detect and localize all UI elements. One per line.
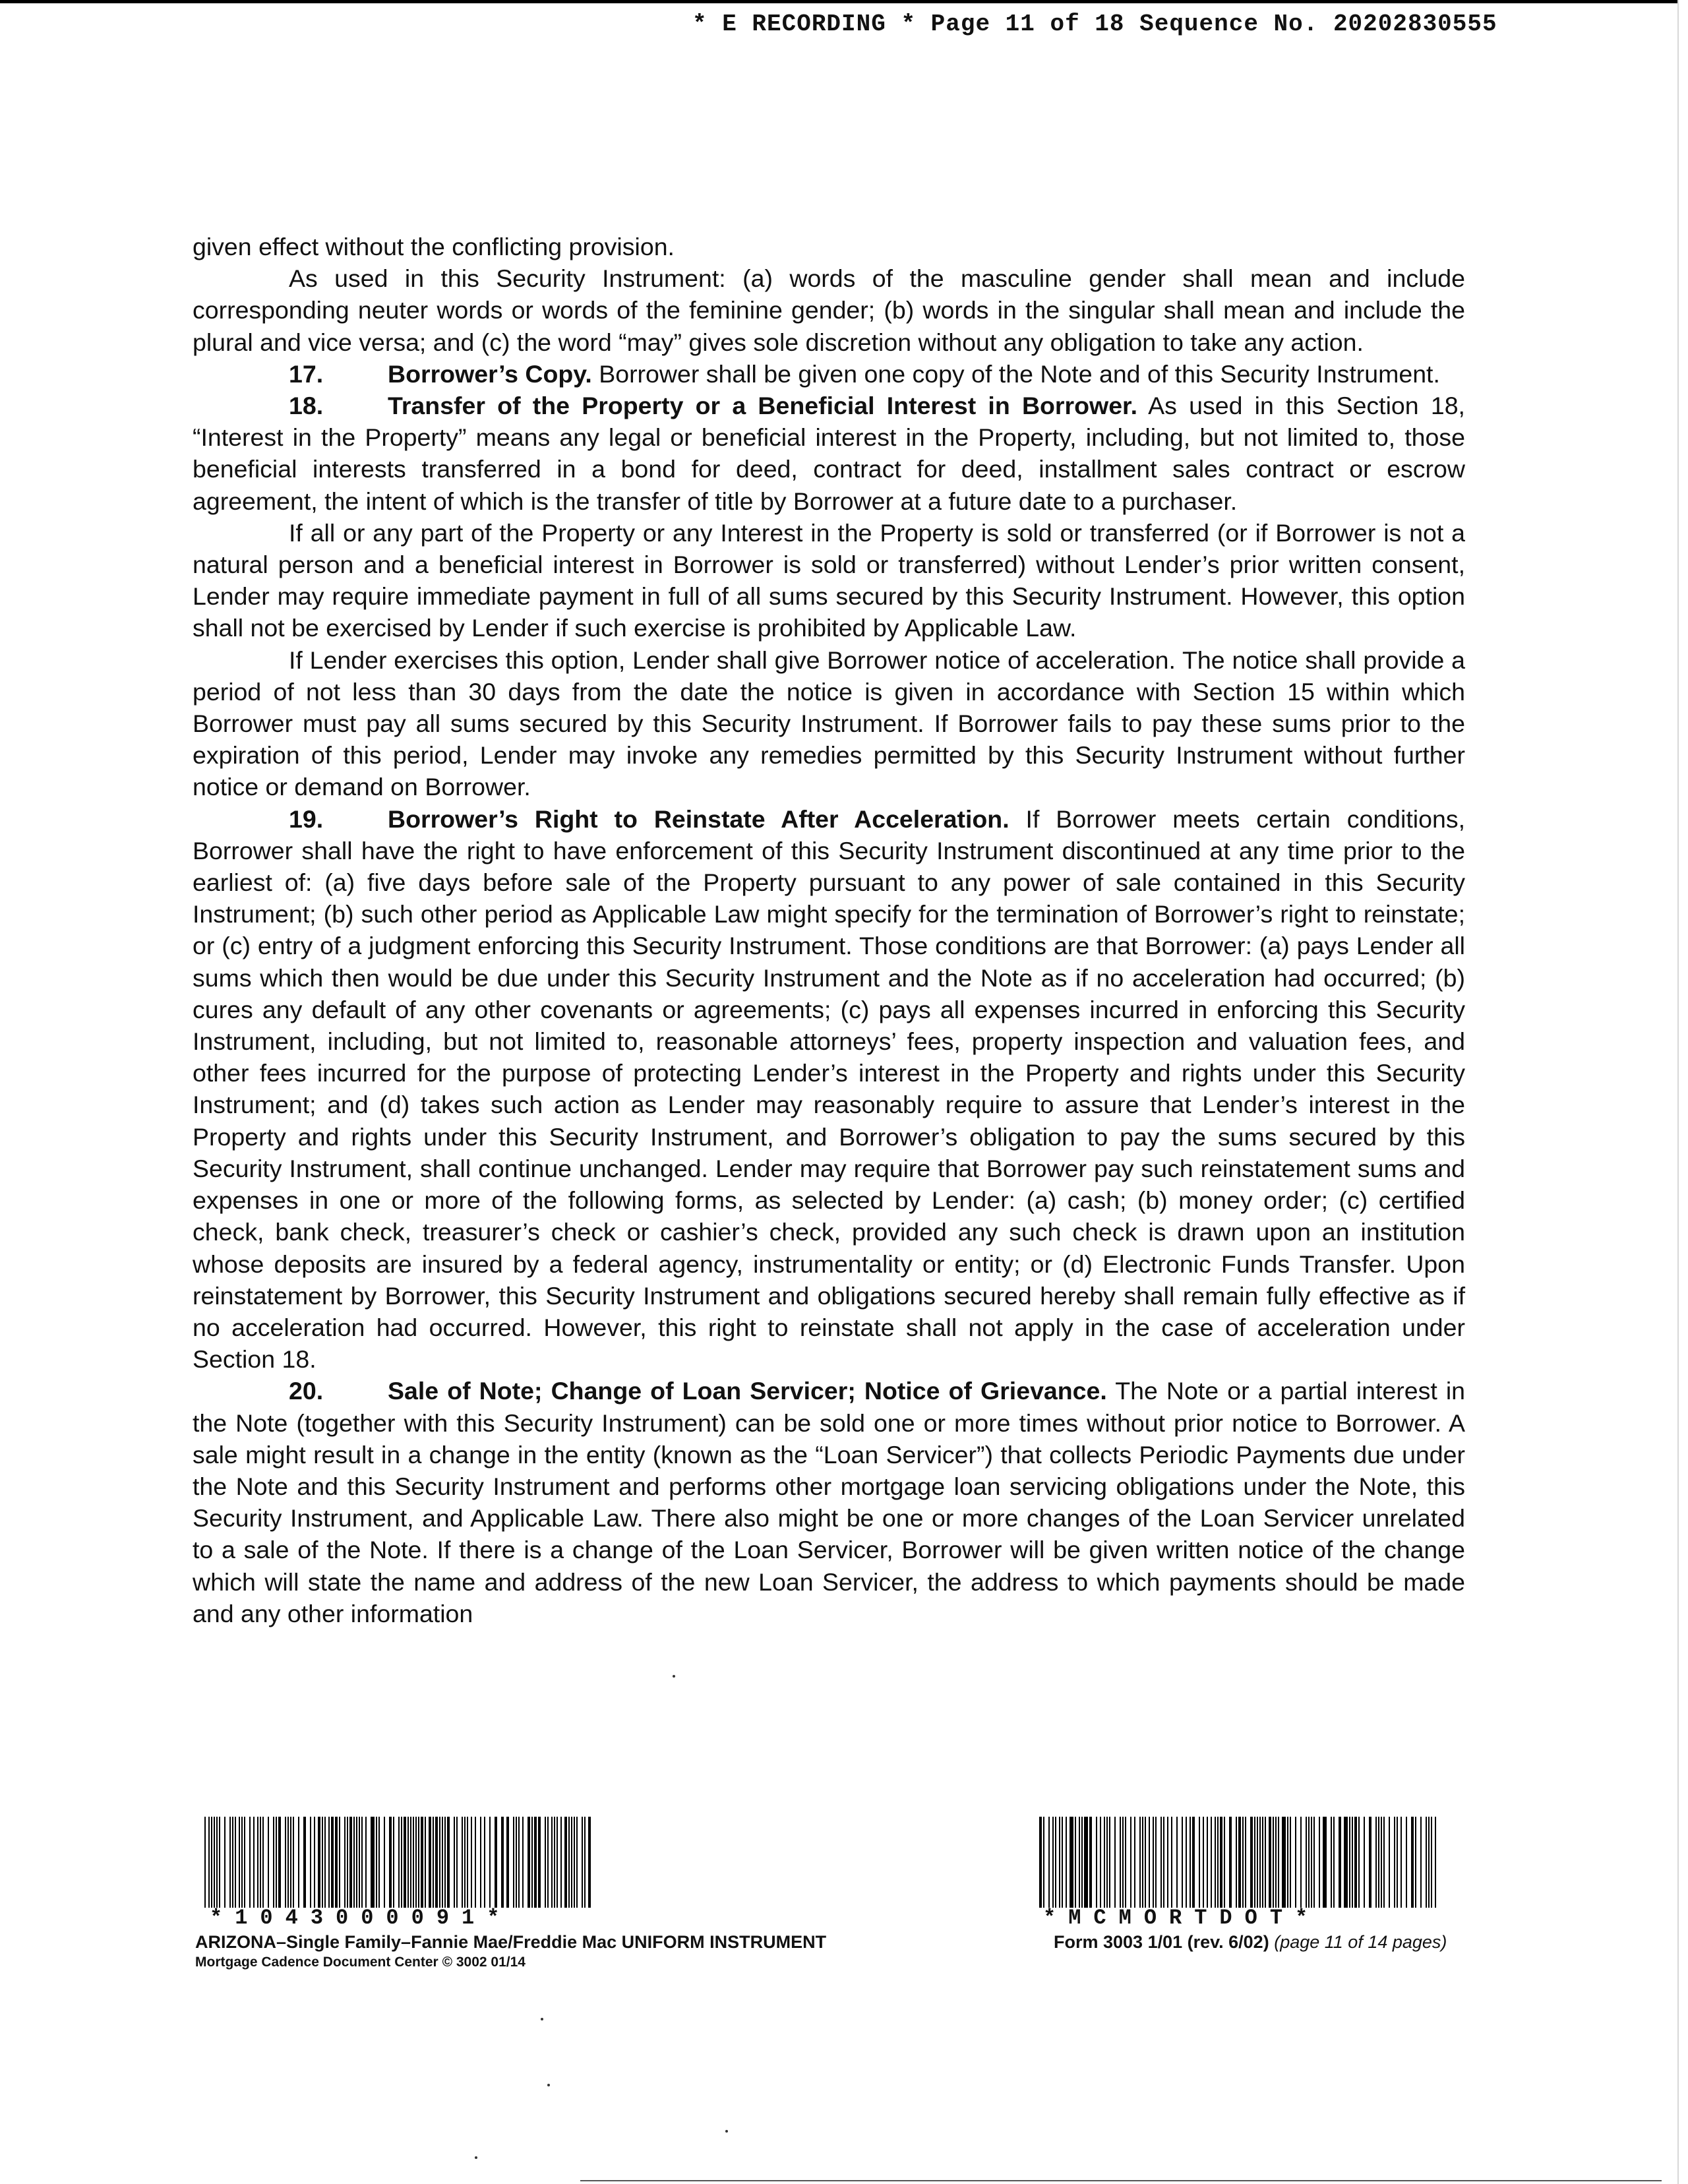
barcode-bar [1381, 1817, 1382, 1908]
barcode-bar [1142, 1817, 1143, 1908]
barcode-bar [1160, 1817, 1162, 1908]
barcode-bar [1217, 1817, 1219, 1908]
barcode-bar [260, 1817, 261, 1908]
barcode-bar [232, 1817, 233, 1908]
barcode-bar [1066, 1817, 1067, 1908]
barcode-bar [1426, 1817, 1427, 1908]
barcode-bar [1199, 1817, 1200, 1908]
section-title: Borrower’s Right to Reinstate After Acceleration. [388, 804, 1010, 833]
barcode-bar [1087, 1817, 1088, 1908]
barcode-bar [489, 1817, 491, 1908]
form-number-text: Form 3003 1/01 (rev. 6/02) [1054, 1932, 1269, 1952]
barcode-bar [1259, 1817, 1261, 1908]
barcode-bar [1122, 1817, 1124, 1908]
barcode-bar [1412, 1817, 1414, 1908]
barcode-bar [1091, 1817, 1092, 1908]
page-info: (page 11 of 14 pages) [1274, 1932, 1447, 1952]
barcode-bar [339, 1817, 340, 1908]
barcode-bar [1275, 1817, 1277, 1908]
barcode-bar [1190, 1817, 1191, 1908]
barcode-bar [1270, 1817, 1271, 1908]
barcode-bar [1186, 1817, 1187, 1908]
barcode-bar [1139, 1817, 1141, 1908]
scan-bottom-line [580, 2180, 1662, 2181]
barcode-bar [1331, 1817, 1332, 1908]
section-17 [193, 358, 1465, 390]
barcode-bar [471, 1817, 472, 1908]
barcode-right [1039, 1817, 1437, 1908]
barcode-bar [568, 1817, 570, 1908]
barcode-bar [566, 1817, 567, 1908]
barcode-bar [1308, 1817, 1310, 1908]
barcode-bar [1420, 1817, 1422, 1908]
barcode-bar [508, 1817, 509, 1908]
barcode-bar [1081, 1817, 1083, 1908]
section-18-para-2: If all or any part of the Property or any Interest in the Property is sold or transferred (or if Borrower is not a natural person and a beneficial interest in Borrower is sold or transferred) without Lender’s prior written consent, Lender may require immediate payment in full of all sums secured by this Security Instrument. However, this option shall not be exercised by Lender if such exercise is prohibited by Applicable Law. [193, 518, 1465, 642]
barcode-bar [516, 1817, 517, 1908]
barcode-bar [545, 1817, 546, 1908]
barcode-bar [1224, 1817, 1225, 1908]
form-number [1054, 1932, 1447, 1953]
barcode-bar [462, 1817, 463, 1908]
barcode-bar [356, 1817, 357, 1908]
barcode-bar [1290, 1817, 1291, 1908]
scan-speck [541, 2018, 543, 2020]
barcode-bar [1352, 1817, 1353, 1908]
barcode-bar [464, 1817, 466, 1908]
barcode-bar [1340, 1817, 1341, 1908]
barcode-bar [1278, 1817, 1279, 1908]
barcode-bar [1378, 1817, 1379, 1908]
barcode-bar [310, 1817, 311, 1908]
section-18 [193, 390, 1465, 517]
barcode-bar [344, 1817, 346, 1908]
scan-speck [725, 2130, 728, 2133]
barcode-bar [448, 1817, 450, 1908]
barcode-bar [1251, 1817, 1253, 1908]
barcode-bar [332, 1817, 334, 1908]
barcode-bar [1428, 1817, 1430, 1908]
barcode-bar [522, 1817, 524, 1908]
barcode-bar [502, 1817, 504, 1908]
barcode-bar [422, 1817, 423, 1908]
section-19 [193, 803, 1465, 1376]
section-title: Borrower’s Copy. [388, 359, 592, 388]
section-20 [193, 1375, 1465, 1629]
barcode-bar [1254, 1817, 1255, 1908]
barcode-bar [547, 1817, 549, 1908]
barcode-bar [401, 1817, 402, 1908]
barcode-bar [560, 1817, 562, 1908]
barcode-bar [336, 1817, 338, 1908]
barcode-bar [1265, 1817, 1266, 1908]
barcode-bar [442, 1817, 443, 1908]
barcode-bar [390, 1817, 392, 1908]
barcode-bar [293, 1817, 294, 1908]
barcode-bar [1313, 1817, 1315, 1908]
barcode-bar [480, 1817, 481, 1908]
barcode-bar [1149, 1817, 1150, 1908]
barcode-bar [204, 1817, 206, 1908]
section-title: Transfer of the Property or a Beneficial Interest in Borrower. [388, 392, 1137, 420]
section-number: 17. [289, 359, 324, 388]
scan-speck [547, 2084, 550, 2086]
barcode-bar [1153, 1817, 1154, 1908]
barcode-bar [298, 1817, 299, 1908]
barcode-bar [1062, 1817, 1063, 1908]
barcode-bar [407, 1817, 409, 1908]
barcode-bar [1052, 1817, 1054, 1908]
barcode-bar [253, 1817, 255, 1908]
section-text: Borrower shall be given one copy of the Note and of this Security Instrument. [599, 359, 1440, 388]
barcode-bar [1300, 1817, 1302, 1908]
barcode-bar [576, 1817, 578, 1908]
para-gender: As used in this Security Instrument: (a) words of the masculine gender shall mean and include corresponding neuter words or words of the feminine gender; (b) words in the singular shall mean and include the plural and vice versa; and (c) the word “may” gives sole discretion without any obligation to take any action. [193, 264, 1465, 356]
section-text: The Note or a partial interest in the Note (together with this Security Instrument) can be sold one or more times without prior notice to Borrower. A sale might result in a change in the entity (known as the “Loan Servicer”) that collects Periodic Payments due under the Note and this Security Instrument and performs other mortgage loan servicing obligations under the Note, this Security Instrument, and Applicable Law. There also might be one or more changes of the Loan Servicer unrelated to a sale of the Note. If there is a change of the Loan Servicer, Borrower will be given written notice of the change which will state the name and address of the new Loan Servicer, the address to which payments should be made and any other information [193, 1377, 1466, 1627]
barcode-bar [1059, 1817, 1060, 1908]
barcode-bar [415, 1817, 417, 1908]
barcode-bar [554, 1817, 555, 1908]
section-18-para-3: If Lender exercises this option, Lender shall give Borrower notice of acceleration. The notice shall provide a period of not less than 30 days from the date the notice is given in accordance with Section 15 within which Borrower must pay all sums secured by this Security Instrument. If Borrower fails to pay these sums prior to the expiration of this period, Lender may invoke any remedies permitted by this Security Instrument without further notice or demand on Borrower. [193, 646, 1465, 801]
barcode-bar [1358, 1817, 1360, 1908]
barcode-bar [235, 1817, 236, 1908]
barcode-bar [1370, 1817, 1372, 1908]
barcode-bar [287, 1817, 289, 1908]
barcode-bar [353, 1817, 355, 1908]
barcode-bar [1319, 1817, 1320, 1908]
barcode-bar [268, 1817, 269, 1908]
barcode-bar [1349, 1817, 1350, 1908]
barcode-bar [551, 1817, 553, 1908]
barcode-bar [1145, 1817, 1146, 1908]
barcode-bar [214, 1817, 215, 1908]
barcode-bar [1245, 1817, 1246, 1908]
barcode-bar [1364, 1817, 1365, 1908]
barcode-bar [513, 1817, 514, 1908]
barcode-bar [347, 1817, 348, 1908]
barcode-bar [324, 1817, 326, 1908]
barcode-bar [384, 1817, 385, 1908]
barcode-bar [571, 1817, 572, 1908]
barcode-bar [1346, 1817, 1348, 1908]
barcode-bar [1106, 1817, 1108, 1908]
barcode-bar [276, 1817, 277, 1908]
barcode-bar [1155, 1817, 1157, 1908]
barcode-bar [1236, 1817, 1237, 1908]
section-number: 19. [289, 804, 324, 833]
barcode-bar [1134, 1817, 1135, 1908]
barcode-bar [454, 1817, 455, 1908]
barcode-bar [1295, 1817, 1296, 1908]
para-continuation: given effect without the conflicting provision. [193, 233, 675, 260]
barcode-bar [319, 1817, 320, 1908]
recording-header: * E RECORDING * Page 11 of 18 Sequence No. 20202830555 [692, 11, 1497, 38]
barcode-bar [1211, 1817, 1212, 1908]
barcode-bar [582, 1817, 583, 1908]
barcode-bar [1120, 1817, 1121, 1908]
barcode-bar [1193, 1817, 1195, 1908]
barcode-bar [1055, 1817, 1056, 1908]
barcode-bar [1311, 1817, 1312, 1908]
scan-top-border [0, 0, 1678, 3]
company-line: Mortgage Cadence Document Center © 3002 01/14 [195, 1955, 526, 1970]
barcode-bar [425, 1817, 426, 1908]
barcode-bar [1096, 1817, 1097, 1908]
barcode-bar [211, 1817, 212, 1908]
barcode-bar [1182, 1817, 1183, 1908]
barcode-bar [475, 1817, 476, 1908]
form-line: ARIZONA–Single Family–Fannie Mae/Freddie Mac UNIFORM INSTRUMENT [195, 1932, 827, 1952]
barcode-bar [378, 1817, 380, 1908]
scan-right-edge [1677, 0, 1679, 2184]
barcode-bar [224, 1817, 226, 1908]
barcode-bar [359, 1817, 360, 1908]
barcode-bar [531, 1817, 533, 1908]
barcode-bar [1048, 1817, 1050, 1908]
barcode-bar [1100, 1817, 1101, 1908]
barcode-bar [1130, 1817, 1131, 1908]
barcode-bar [290, 1817, 291, 1908]
barcode-bar [328, 1817, 330, 1908]
barcode-left [204, 1817, 595, 1908]
barcode-bar [1242, 1817, 1244, 1908]
barcode-bar [418, 1817, 419, 1908]
barcode-bar [1207, 1817, 1208, 1908]
barcode-bar [351, 1817, 352, 1908]
barcode-bar [273, 1817, 274, 1908]
barcode-bar [241, 1817, 243, 1908]
scan-speck [673, 1675, 675, 1678]
barcode-bar [413, 1817, 414, 1908]
barcode-right-label: *MCMORTDOT* [1043, 1906, 1321, 1930]
barcode-bar [484, 1817, 485, 1908]
barcode-bar [529, 1817, 530, 1908]
barcode-bar [496, 1817, 497, 1908]
barcode-bar [439, 1817, 440, 1908]
section-number: 20. [289, 1377, 324, 1405]
barcode-bar [1406, 1817, 1407, 1908]
barcode-bar [239, 1817, 240, 1908]
barcode-bar [1287, 1817, 1288, 1908]
barcode-bar [1040, 1817, 1042, 1908]
barcode-bar [1163, 1817, 1164, 1908]
barcode-bar [1176, 1817, 1178, 1908]
section-number: 18. [289, 392, 324, 420]
barcode-bar [1167, 1817, 1168, 1908]
barcode-bar [314, 1817, 315, 1908]
barcode-bar [1104, 1817, 1105, 1908]
barcode-bar [1383, 1817, 1385, 1908]
section-text: If Borrower meets certain conditions, Borrower shall have the right to have enforcement of this Security Instrument discontinued at any time prior to the earliest of: (a) five days before sale of the Property pursuant to any power of sale contained in this Security Instrument; (b) such other period as Applicable Law might specify for the termination of Borrower’s right to reinstate; or (c) entry of a judgment enforcing this Security Instrument. Those conditions are that Borrower: (a) pays Lender all sums which then would be due under this Security Instrument and the Note as if no acceleration had occurred; (b) cures any default of any other covenants or agreements; (c) pays all expenses incurred in enforcing this Security Instrument, including, but not limited to, reasonable attorneys’ fees, property inspection and valuation fees, and other fees incurred for the purpose of protecting Lender’s interest in the Property and rights under this Security Instrument; and (d) takes such action as Lender may reasonably require to assure that Lender’s interest in the Property and rights under this Security Instrument, and Borrower’s obligation to pay the sums secured by this Security Instrument, shall continue unchanged. Lender may require that Borrower pay such reinstatement sums and expenses in one or more of the following forms, as selected by Lender: (a) cash; (b) money order; (c) certified check, bank check, treasurer’s check or cashier’s check, provided any such check is drawn upon an institution whose deposits are insured by a federal agency, instrumentality or entity; or (d) Electronic Funds Transfer. Upon reinstatement by Borrower, this Security Instrument and obligations secured hereby shall remain fully effective as if no acceleration had occurred. However, this right to reinstate shall not apply in the case of acceleration under Section 18. [193, 804, 1465, 1374]
barcode-bar [589, 1817, 591, 1908]
barcode-bar [1215, 1817, 1216, 1908]
barcode-bar [1262, 1817, 1263, 1908]
barcode-bar [1221, 1817, 1222, 1908]
barcode-bar [437, 1817, 438, 1908]
barcode-bar [1171, 1817, 1172, 1908]
barcode-bar [467, 1817, 468, 1908]
barcode-bar [557, 1817, 558, 1908]
barcode-bar [1125, 1817, 1126, 1908]
barcode-bar [373, 1817, 375, 1908]
section-text: As used in this Section 18, “Interest in the Property” means any legal or beneficial interest in the Property, including, but not limited to, those beneficial interests transferred in a bond for deed, contract for deed, installment sales contract or escrow agreement, the intent of which is the transfer of title by Borrower at a future date to a purchaser. [193, 392, 1465, 515]
barcode-bar [1284, 1817, 1286, 1908]
barcode-bar [219, 1817, 220, 1908]
barcode-bar [405, 1817, 406, 1908]
barcode-bar [262, 1817, 264, 1908]
barcode-bar [1325, 1817, 1327, 1908]
barcode-bar [1306, 1817, 1307, 1908]
barcode-bar [393, 1817, 394, 1908]
barcode-bar [1109, 1817, 1110, 1908]
barcode-bar [229, 1817, 231, 1908]
barcode-bar [574, 1817, 575, 1908]
barcode-bar [305, 1817, 306, 1908]
barcode-bar [280, 1817, 281, 1908]
barcode-bar [535, 1817, 537, 1908]
barcode-bar [1375, 1817, 1377, 1908]
barcode-bar [322, 1817, 323, 1908]
barcode-bar [1230, 1817, 1232, 1908]
document-body [193, 231, 1465, 1629]
barcode-bar [1203, 1817, 1204, 1908]
barcode-bar [216, 1817, 218, 1908]
barcode-bar [1240, 1817, 1241, 1908]
barcode-bar [208, 1817, 210, 1908]
barcode-bar [1072, 1817, 1073, 1908]
barcode-bar [1356, 1817, 1357, 1908]
barcode-bar [365, 1817, 367, 1908]
barcode-bar [257, 1817, 258, 1908]
barcode-bar [285, 1817, 286, 1908]
barcode-bar [1431, 1817, 1432, 1908]
barcode-bar [1435, 1817, 1436, 1908]
barcode-bar [1333, 1817, 1335, 1908]
barcode-bar [1273, 1817, 1274, 1908]
barcode-bar [1079, 1817, 1080, 1908]
barcode-left-label: *1043000091* [210, 1906, 512, 1930]
barcode-bar [249, 1817, 251, 1908]
barcode-bar [1389, 1817, 1390, 1908]
barcode-bar [244, 1817, 245, 1908]
barcode-bar [398, 1817, 400, 1908]
section-title: Sale of Note; Change of Loan Servicer; Notice of Grievance. [388, 1377, 1107, 1405]
barcode-bar [444, 1817, 446, 1908]
barcode-bar [1257, 1817, 1258, 1908]
barcode-bar [456, 1817, 458, 1908]
barcode-bar [1043, 1817, 1044, 1908]
barcode-bar [1075, 1817, 1076, 1908]
barcode-bar [584, 1817, 586, 1908]
barcode-bar [518, 1817, 520, 1908]
barcode-bar [433, 1817, 434, 1908]
barcode-bar [410, 1817, 411, 1908]
barcode-bar [1394, 1817, 1395, 1908]
barcode-bar [1397, 1817, 1398, 1908]
barcode-bar [430, 1817, 431, 1908]
barcode-bar [1415, 1817, 1416, 1908]
barcode-bar [539, 1817, 541, 1908]
barcode-bar [1114, 1817, 1116, 1908]
barcode-bar [361, 1817, 363, 1908]
scan-speck [475, 2156, 477, 2159]
barcode-bar [1401, 1817, 1402, 1908]
barcode-bar [376, 1817, 377, 1908]
